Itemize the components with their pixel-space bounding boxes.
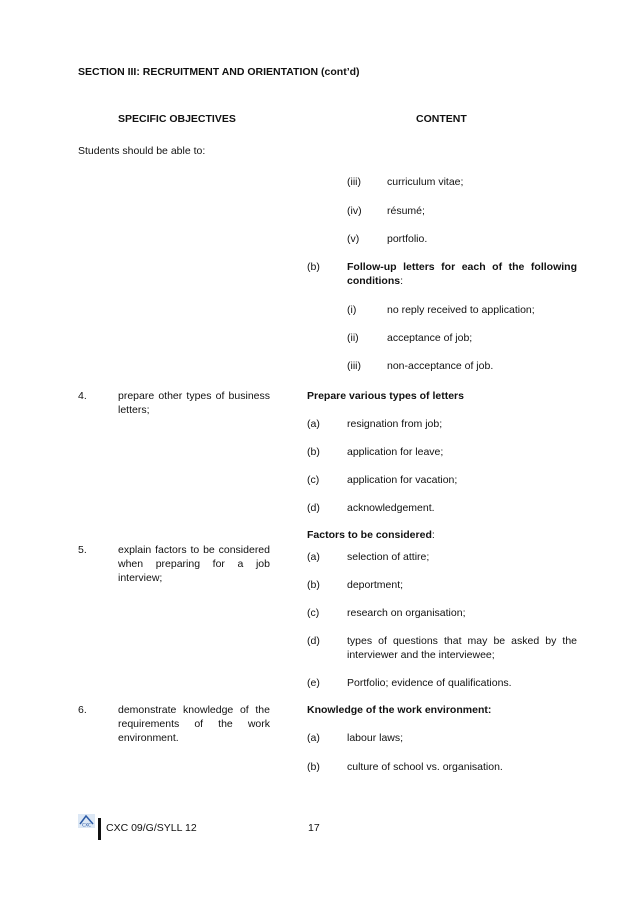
work-env-heading: Knowledge of the work environment: — [307, 704, 492, 716]
list-item-num: (iii) — [347, 176, 361, 188]
letters-heading: Prepare various types of letters — [307, 390, 464, 402]
list-item-text: interviewer and the interviewee; — [347, 649, 495, 661]
objective-num: 5. — [78, 544, 87, 556]
list-item-text: portfolio. — [387, 233, 428, 245]
list-item-letter: (c) — [307, 607, 320, 619]
list-item-letter: (a) — [307, 418, 320, 430]
list-item-num: (v) — [347, 233, 360, 245]
list-item-text: selection of attire; — [347, 551, 430, 563]
list-item-text: no reply received to application; — [387, 304, 535, 316]
list-item-num: (i) — [347, 304, 357, 316]
list-item-text: acknowledgement. — [347, 502, 435, 514]
objective-line: letters; — [118, 404, 150, 416]
followup-line2 — [347, 275, 403, 287]
list-item-letter: (e) — [307, 677, 320, 689]
footer-bar — [98, 818, 101, 840]
list-item-letter: (c) — [307, 474, 320, 486]
objective-num: 6. — [78, 704, 87, 716]
list-item-letter: (a) — [307, 551, 320, 563]
list-item-text: acceptance of job; — [387, 332, 473, 344]
factors-heading-bold: Factors to be considered — [307, 529, 432, 541]
objective-line: environment. — [118, 732, 179, 744]
list-item-text: research on organisation; — [347, 607, 466, 619]
objective-line: demonstrate knowledge of the — [118, 704, 270, 716]
footer-code: CXC 09/G/SYLL 12 — [106, 822, 197, 834]
logo-text: CXC — [81, 823, 92, 828]
list-item-text: résumé; — [387, 205, 425, 217]
section-title: SECTION III: RECRUITMENT AND ORIENTATION (cont’d) — [78, 66, 360, 78]
objective-num: 4. — [78, 390, 87, 402]
list-item-letter: (d) — [307, 502, 320, 514]
list-item-text: resignation from job; — [347, 418, 443, 430]
list-item-letter: (b) — [307, 579, 320, 591]
list-item-letter: (a) — [307, 732, 320, 744]
list-item-text: non-acceptance of job. — [387, 360, 494, 372]
list-item-text: types of questions that may be asked by the — [347, 635, 577, 647]
objectives-heading: SPECIFIC OBJECTIVES — [118, 113, 236, 125]
cxc-logo-icon — [78, 814, 95, 828]
objective-line: requirements of the work — [118, 718, 270, 730]
intro-text: Students should be able to: — [78, 145, 206, 157]
list-item-num: (ii) — [347, 332, 359, 344]
list-item-text: curriculum vitae; — [387, 176, 464, 188]
objective-line: interview; — [118, 572, 163, 584]
factors-heading-tail: : — [431, 529, 435, 541]
followup-letter: (b) — [307, 261, 320, 273]
list-item-num: (iii) — [347, 360, 361, 372]
list-item-text: deportment; — [347, 579, 404, 591]
list-item-text: application for leave; — [347, 446, 444, 458]
objective-line: when preparing for a job — [118, 558, 270, 570]
list-item-text: application for vacation; — [347, 474, 458, 486]
followup-line2-tail: : — [400, 275, 404, 287]
factors-heading — [307, 529, 435, 541]
list-item-text: labour laws; — [347, 732, 404, 744]
list-item-letter: (d) — [307, 635, 320, 647]
objective-line: explain factors to be considered — [118, 544, 270, 556]
list-item-letter: (b) — [307, 446, 320, 458]
followup-line2-bold: conditions — [347, 275, 401, 287]
followup-line1: Follow-up letters for each of the following — [347, 261, 577, 273]
content-heading: CONTENT — [416, 113, 467, 125]
objective-line: prepare other types of business — [118, 390, 270, 402]
list-item-text: culture of school vs. organisation. — [347, 761, 503, 773]
list-item-text: Portfolio; evidence of qualifications. — [347, 677, 512, 689]
list-item-letter: (b) — [307, 761, 320, 773]
page-number: 17 — [308, 822, 320, 834]
list-item-num: (iv) — [347, 205, 362, 217]
